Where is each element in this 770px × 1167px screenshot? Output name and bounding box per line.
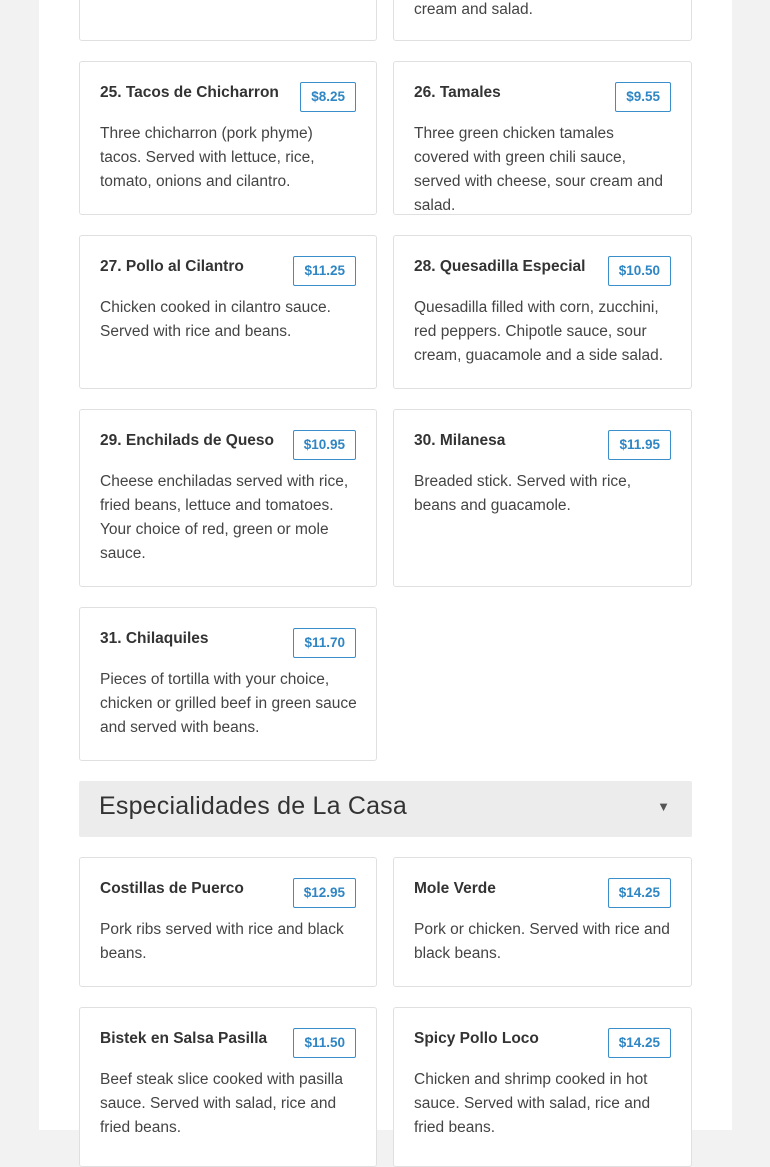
price-badge: $11.25 [293,256,356,286]
menu-item-card[interactable] [79,1007,377,1167]
price-badge: $11.50 [293,1028,356,1058]
menu-item-description: Chicken cooked in cilantro sauce. Served with rice and beans. [100,299,331,340]
menu-item-card[interactable] [79,235,377,389]
menu-item-name: Costillas de Puerco [100,880,244,897]
chevron-down-icon[interactable]: ▼ [657,799,670,814]
menu-item-card[interactable] [393,409,692,587]
menu-item-description: Three chicharron (pork phyme) tacos. Served with lettuce, rice, tomato, onions and cilantro. [100,125,315,190]
menu-item-card[interactable] [79,0,377,41]
menu-item-card[interactable] [79,409,377,587]
menu-item-card[interactable] [79,61,377,215]
menu-item-card[interactable] [393,857,692,987]
price-badge: $10.50 [608,256,671,286]
menu-item-name: 25. Tacos de Chicharron [100,84,279,101]
price-badge: $9.55 [615,82,671,112]
menu-item-description: Quesadilla filled with corn, zucchini, red peppers. Chipotle sauce, sour cream, guacamole and a side salad. [414,299,664,364]
price-badge: $10.95 [293,430,356,460]
menu-item-name: 29. Enchilads de Queso [100,432,275,449]
menu-item-description: Pork ribs served with rice and black beans. [100,921,344,962]
menu-item-card[interactable] [393,1007,692,1167]
price-badge: $12.95 [293,878,356,908]
menu-item-card[interactable] [79,607,377,761]
menu-item-description: Beef steak slice cooked with pasilla sauce. Served with salad, rice and fried beans. [100,1071,343,1136]
menu-item-description: Pieces of tortilla with your choice, chicken or grilled beef in green sauce and served with beans. [100,671,357,736]
menu-item-name: Spicy Pollo Loco [414,1030,539,1047]
menu-item-card[interactable] [79,857,377,987]
section-header-especialidades[interactable] [79,781,692,837]
menu-item-name: 30. Milanesa [414,432,506,449]
menu-item-name: Mole Verde [414,880,496,897]
menu-item-description: cream and salad. [414,1,533,18]
price-badge: $11.95 [608,430,671,460]
section-title: Especialidades de La Casa [99,792,407,820]
menu-item-name: 28. Quesadilla Especial [414,258,586,275]
menu-item-card[interactable] [393,61,692,215]
price-badge: $8.25 [300,82,356,112]
menu-item-name: 31. Chilaquiles [100,630,209,647]
menu-item-description: Three green chicken tamales covered with green chili sauce, served with cheese, sour cream and salad. [414,125,663,214]
menu-item-description: Pork or chicken. Served with rice and black beans. [414,921,670,962]
price-badge: $14.25 [608,878,671,908]
menu-item-name: 26. Tamales [414,84,501,101]
menu-item-name: 27. Pollo al Cilantro [100,258,244,275]
menu-item-card[interactable] [393,0,692,41]
menu-item-card[interactable] [393,235,692,389]
menu-item-description: Breaded stick. Served with rice, beans and guacamole. [414,473,632,514]
menu-item-name: Bistek en Salsa Pasilla [100,1030,268,1047]
menu-item-description: Chicken and shrimp cooked in hot sauce. Served with salad, rice and fried beans. [414,1071,651,1136]
menu-item-description: Cheese enchiladas served with rice, fried beans, lettuce and tomatoes. Your choice of red, green or mole sauce. [100,473,349,562]
price-badge: $14.25 [608,1028,671,1058]
price-badge: $11.70 [293,628,356,658]
